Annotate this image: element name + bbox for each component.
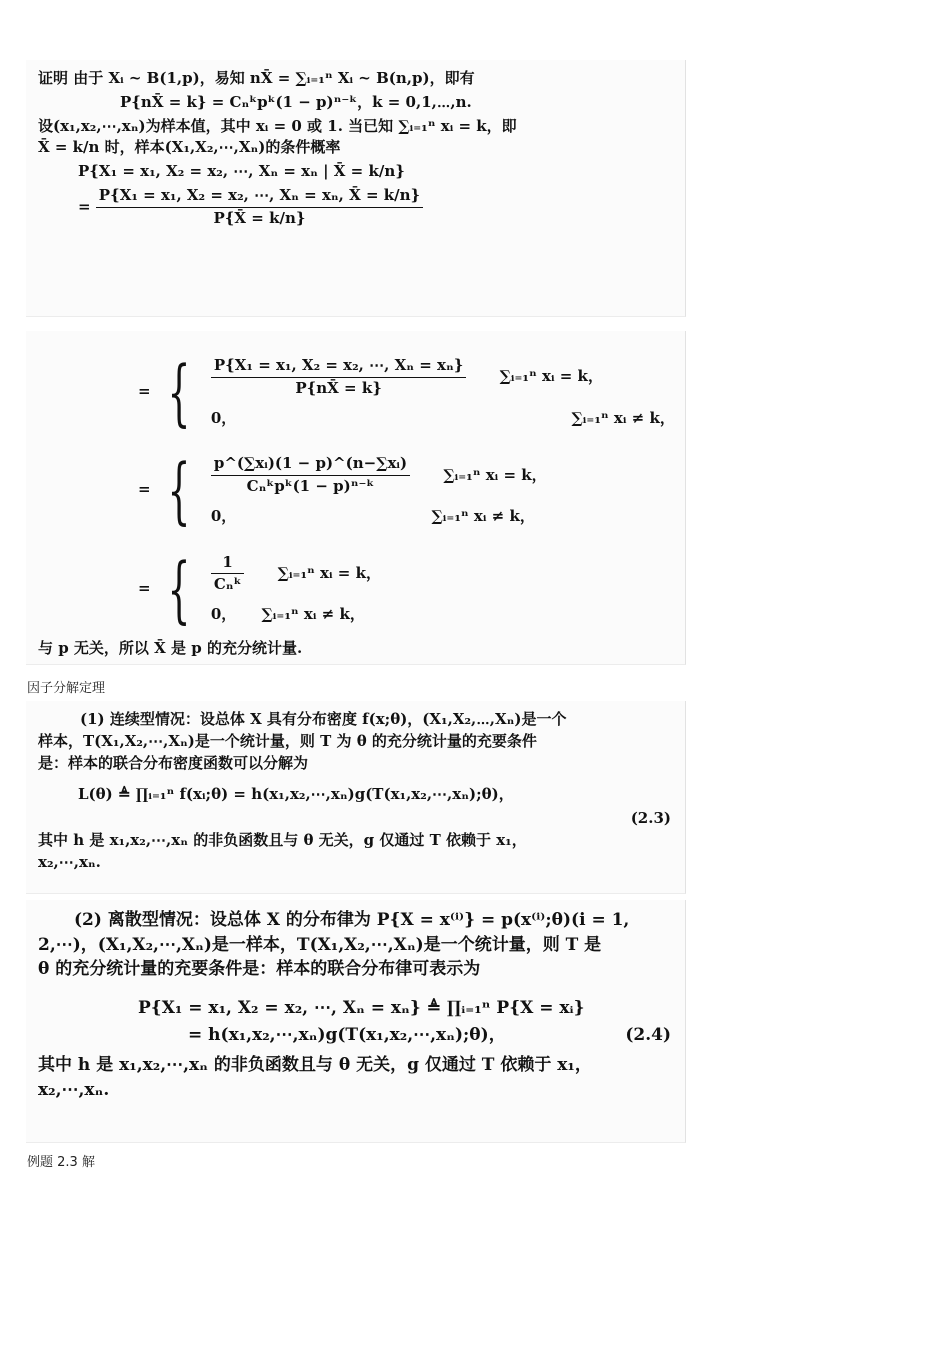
discrete-formula-2-body: = h(x₁,x₂,⋯,xₙ)g(T(x₁,x₂,⋯,xₙ);θ)， xyxy=(188,1024,506,1045)
case-row-equal xyxy=(211,355,675,400)
case2-numerator: p^(∑xᵢ)(1 − p)^(n−∑xᵢ) xyxy=(211,453,410,476)
case-condition-not-equal: ∑ᵢ₌₁ⁿ xᵢ ≠ k， xyxy=(571,408,675,427)
case-zero: 0， xyxy=(210,506,237,525)
discrete-text-5: x₂,⋯,xₙ. xyxy=(38,1079,110,1100)
case-condition-not-equal: ∑ᵢ₌₁ⁿ xᵢ ≠ k， xyxy=(431,506,535,525)
equation-tag-2-3: (2.3) xyxy=(630,809,671,827)
cases-3 xyxy=(211,544,381,634)
sample-values-line: 设(x₁,x₂,⋯,xₙ)为样本值，其中 xᵢ = 0 或 1. 当已知 ∑ᵢ₌₁ⁿ xᵢ = k，即 xyxy=(38,116,517,135)
continuous-case-scan xyxy=(26,701,686,894)
proof-conclusion: 与 p 无关，所以 X̄ 是 p 的充分统计量. xyxy=(38,638,303,657)
left-brace: { xyxy=(167,448,191,533)
continuous-text-4: 其中 h 是 x₁,x₂,⋯,xₙ 的非负函数且与 θ 无关，g 仅通过 T 依赖于 x₁， xyxy=(38,830,527,849)
conditional-probability-line: X̄ = k/n 时，样本(X₁,X₂,⋯,Xₙ)的条件概率 xyxy=(38,138,341,157)
discrete-text-2: 2,⋯)，(X₁,X₂,⋯,Xₙ)是一样本，T(X₁,X₂,⋯,Xₙ)是一个统计量，则 T 是 xyxy=(38,934,602,955)
conditional-probability-formula: P{X₁ = x₁, X₂ = x₂, ⋯, Xₙ = xₙ | X̄ = k/n} xyxy=(78,162,405,180)
discrete-text-4: 其中 h 是 x₁,x₂,⋯,xₙ 的非负函数且与 θ 无关，g 仅通过 T 依赖于 x₁， xyxy=(38,1055,592,1076)
case-row-equal xyxy=(211,552,381,597)
example-caption: 例题 2.3 解 xyxy=(27,1155,95,1170)
case-row-equal xyxy=(211,453,547,498)
case1-numerator: P{X₁ = x₁, X₂ = x₂, ⋯, Xₙ = xₙ} xyxy=(211,355,467,378)
case1-fraction xyxy=(211,355,467,400)
continuous-formula: L(θ) ≜ ∏ᵢ₌₁ⁿ f(xᵢ;θ) = h(x₁,x₂,⋯,xₙ)g(T(x₁,x₂,⋯,xₙ);θ)， xyxy=(78,785,514,804)
case-row-not-equal xyxy=(211,604,381,626)
section-caption-factorization: 因子分解定理 xyxy=(27,681,106,696)
proof-scan-part1 xyxy=(26,60,686,317)
case-row-not-equal xyxy=(211,506,547,528)
case3-numerator: 1 xyxy=(211,552,245,575)
equals-sign: = xyxy=(138,382,156,401)
continuous-text-2: 样本，T(X₁,X₂,⋯,Xₙ)是一个统计量，则 T 为 θ 的充分统计量的充要条件 xyxy=(38,731,537,750)
equals-sign: = xyxy=(138,480,156,499)
case2-denominator: Cₙᵏpᵏ(1 − p)ⁿ⁻ᵏ xyxy=(246,477,375,495)
conditional-ratio xyxy=(38,185,671,230)
ratio-numerator: P{X₁ = x₁, X₂ = x₂, ⋯, Xₙ = xₙ, X̄ = k/n} xyxy=(96,185,423,208)
case3-fraction xyxy=(211,552,245,597)
ratio-denominator: P{X̄ = k/n} xyxy=(213,208,306,227)
case-condition-equal: ∑ᵢ₌₁ⁿ xᵢ = k， xyxy=(443,465,547,484)
case3-denominator: Cₙᵏ xyxy=(213,575,242,594)
case-zero: 0， xyxy=(210,605,237,623)
equals-sign: = xyxy=(78,197,96,215)
case2-fraction xyxy=(211,453,410,498)
left-brace: { xyxy=(167,546,191,631)
case1-denominator: P{nX̄ = k} xyxy=(295,378,382,397)
continuous-text-1: (1) 连续型情况：设总体 X 具有分布密度 f(x;θ)，(X₁,X₂,⋯,Xₙ)是一个 xyxy=(80,710,567,728)
case-group-2 xyxy=(138,445,671,535)
discrete-case-scan xyxy=(26,900,686,1143)
case-group-3 xyxy=(138,544,671,634)
case-condition-not-equal: ∑ᵢ₌₁ⁿ xᵢ ≠ k， xyxy=(261,605,365,623)
proof-intro: 证明 由于 Xᵢ ~ B(1,p)，易知 nX̄ = ∑ᵢ₌₁ⁿ Xᵢ ~ B(n,p)，即有 xyxy=(38,69,475,87)
case-zero: 0， xyxy=(210,408,237,427)
case-row-not-equal xyxy=(211,408,675,430)
equals-sign: = xyxy=(138,578,156,597)
proof-scan-part2 xyxy=(26,331,686,665)
continuous-text-5: x₂,⋯,xₙ. xyxy=(38,852,101,871)
case-group-1 xyxy=(138,347,675,437)
case-condition-equal: ∑ᵢ₌₁ⁿ xᵢ = k， xyxy=(499,367,603,386)
cases-1 xyxy=(211,347,675,437)
ratio-fraction xyxy=(96,185,423,230)
discrete-text-3: θ 的充分统计量的充要条件是：样本的联合分布律可表示为 xyxy=(38,959,481,980)
equation-tag-2-4: (2.4) xyxy=(625,1024,671,1045)
cases-2 xyxy=(211,445,547,535)
discrete-text-1: (2) 离散型情况：设总体 X 的分布律为 P{X = x⁽ⁱ⁾} = p(x⁽ⁱ⁾;θ)(i = 1, xyxy=(74,910,630,930)
continuous-text-3: 是：样本的联合分布密度函数可以分解为 xyxy=(38,753,309,772)
discrete-formula-1: P{X₁ = x₁, X₂ = x₂, ⋯, Xₙ = xₙ} ≜ ∏ᵢ₌₁ⁿ P{X = xᵢ} xyxy=(138,997,585,1018)
binomial-probability: P{nX̄ = k} = Cₙᵏpᵏ(1 − p)ⁿ⁻ᵏ，k = 0,1,⋯,n. xyxy=(120,92,472,111)
case-condition-equal: ∑ᵢ₌₁ⁿ xᵢ = k， xyxy=(277,563,381,582)
left-brace: { xyxy=(167,350,191,435)
discrete-formula-2 xyxy=(38,1023,671,1048)
